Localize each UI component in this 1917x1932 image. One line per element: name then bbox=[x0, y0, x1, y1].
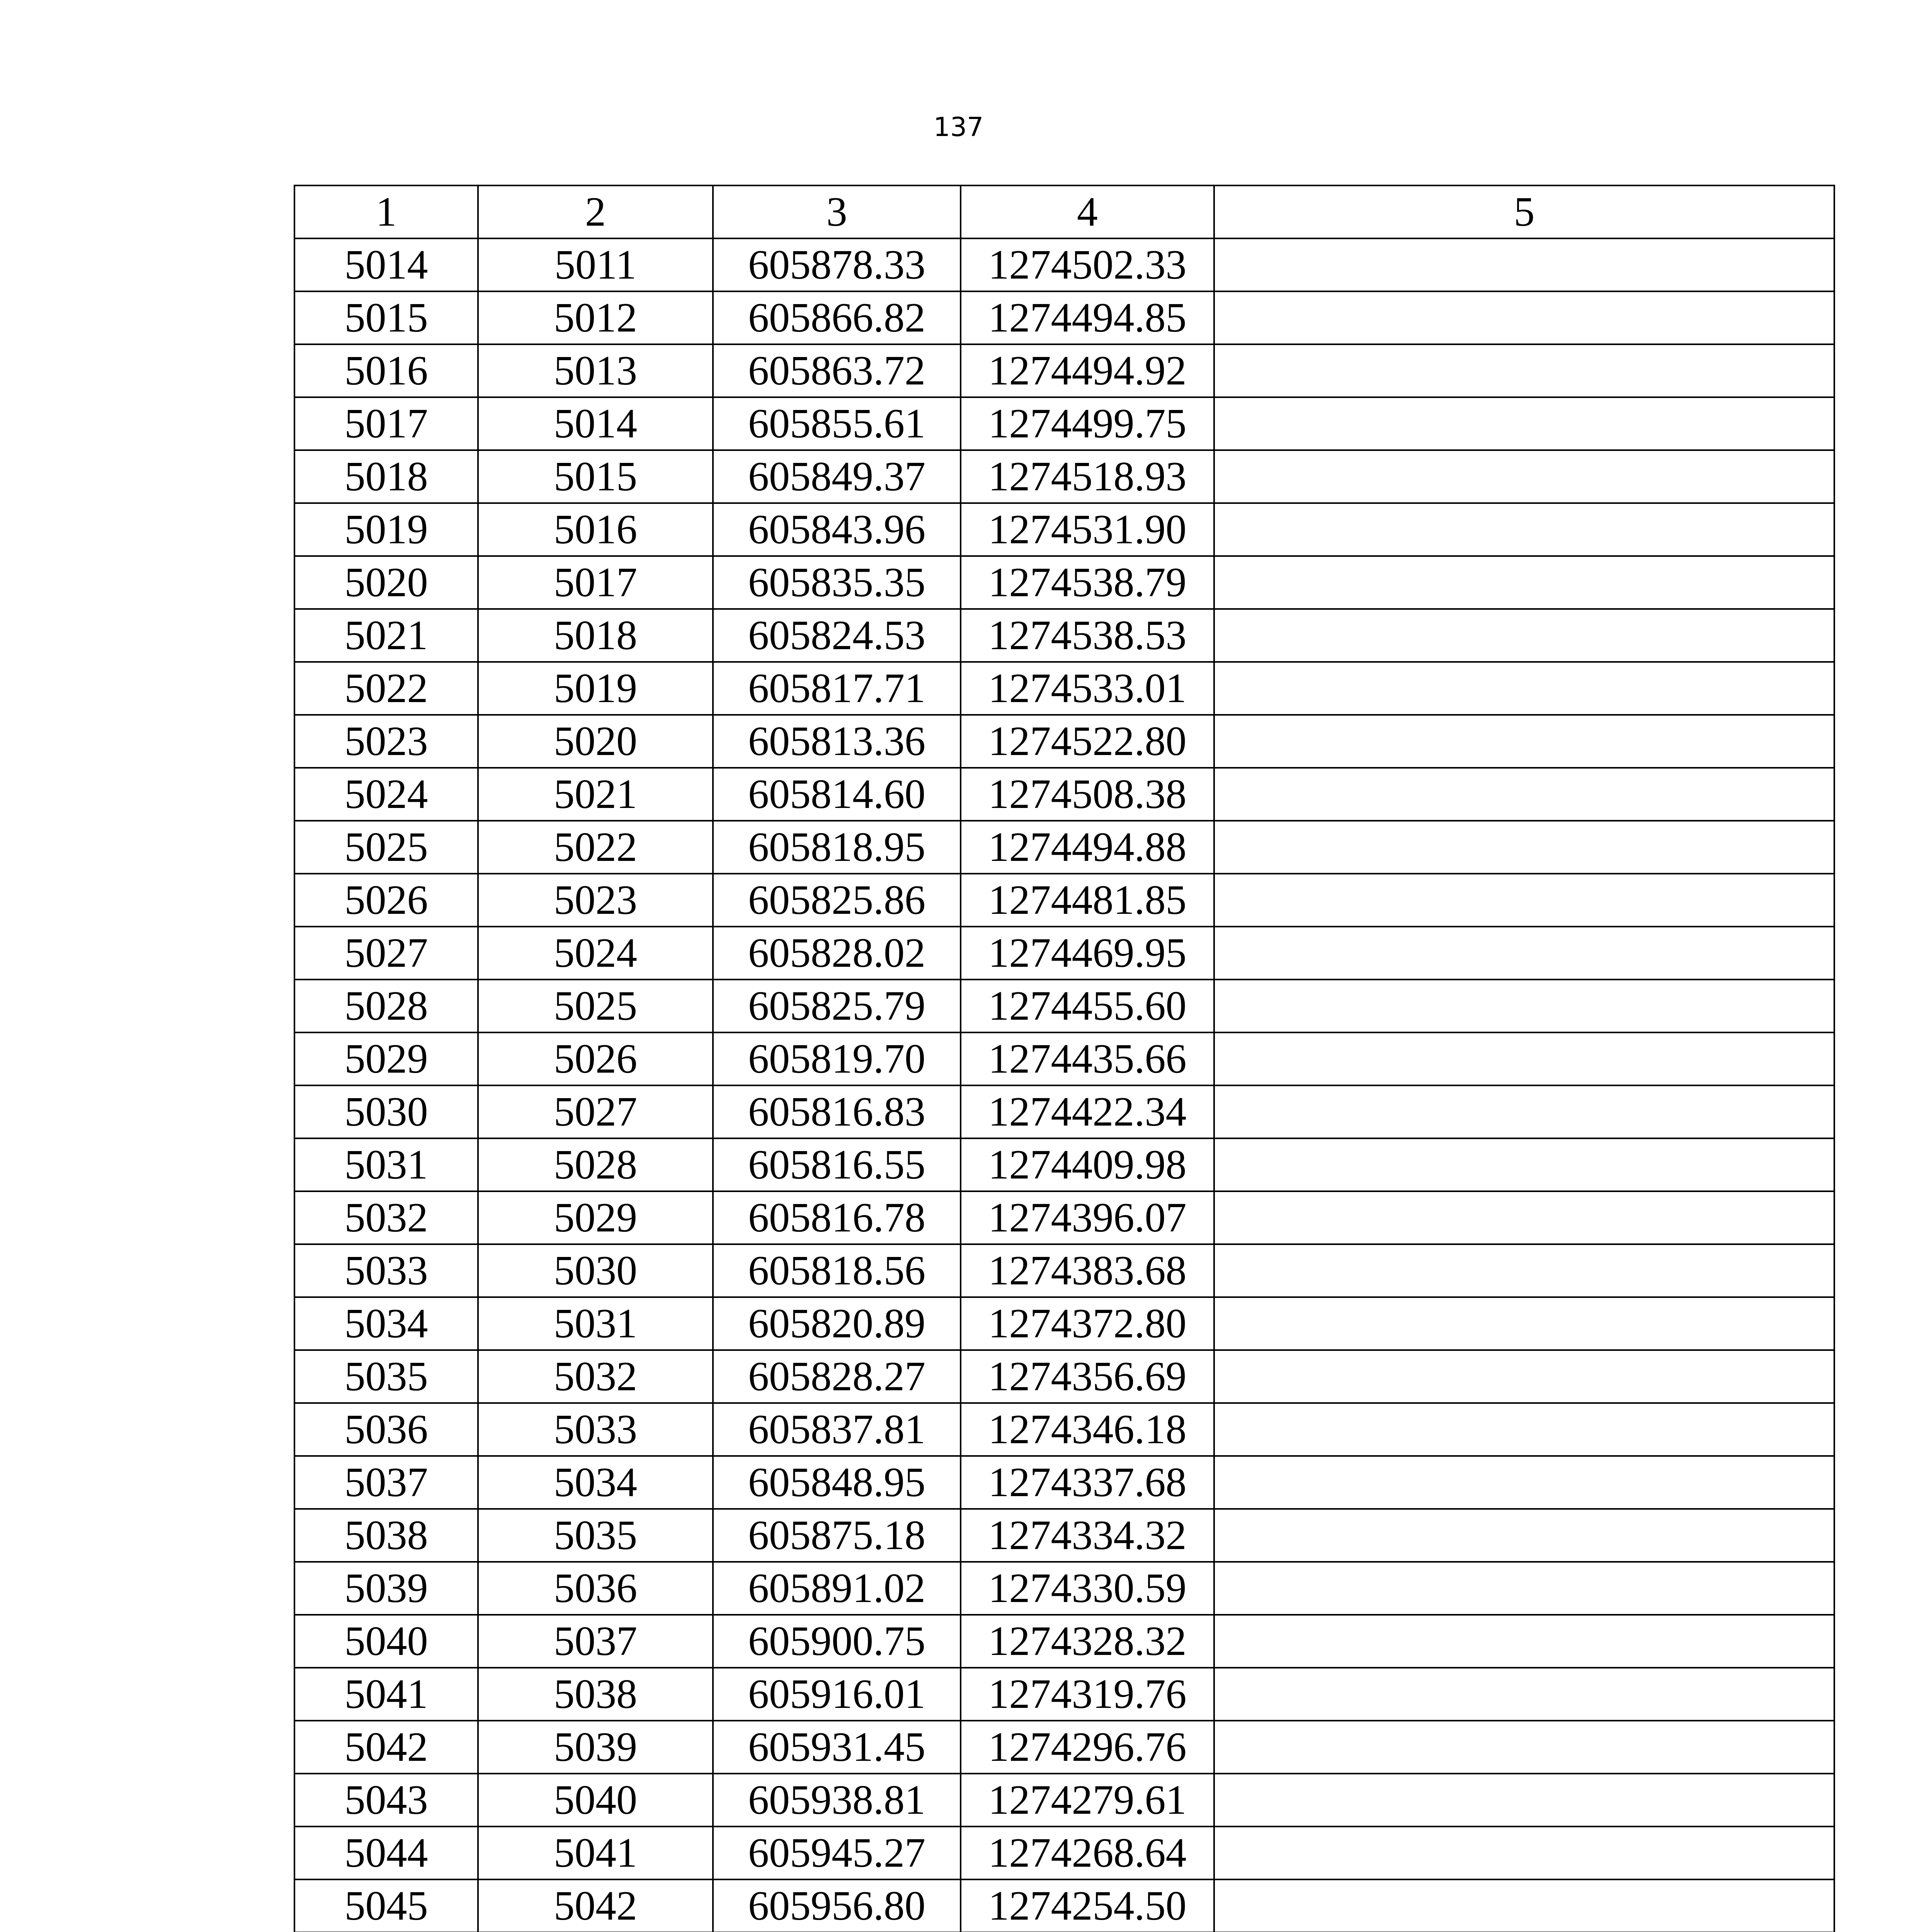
table-cell-col-4: 1274268.64 bbox=[961, 1827, 1214, 1879]
table-cell-col-2: 5036 bbox=[478, 1562, 713, 1615]
table-cell-col-3: 605819.70 bbox=[713, 1032, 961, 1085]
table-row bbox=[294, 1509, 1834, 1562]
header-row bbox=[294, 185, 1834, 238]
table-cell-col-5 bbox=[1214, 715, 1834, 768]
table-cell-col-3: 605866.82 bbox=[713, 291, 961, 344]
table-cell-col-2: 5015 bbox=[478, 450, 713, 503]
table-cell-col-1: 5043 bbox=[294, 1774, 478, 1827]
table-cell-col-5 bbox=[1214, 556, 1834, 609]
table-row bbox=[294, 927, 1834, 980]
table-cell-col-5 bbox=[1214, 1562, 1834, 1615]
table-row bbox=[294, 450, 1834, 503]
table-cell-col-3: 605828.27 bbox=[713, 1350, 961, 1403]
table-cell-col-2: 5024 bbox=[478, 927, 713, 980]
table-cell-col-1: 5029 bbox=[294, 1032, 478, 1085]
table-cell-col-1: 5027 bbox=[294, 927, 478, 980]
table-cell-col-1: 5035 bbox=[294, 1350, 478, 1403]
table-cell-col-3: 605828.02 bbox=[713, 927, 961, 980]
table-row bbox=[294, 609, 1834, 662]
header-cell-col-3: 3 bbox=[713, 185, 961, 238]
table-cell-col-1: 5040 bbox=[294, 1615, 478, 1668]
table-row bbox=[294, 1297, 1834, 1350]
table-cell-col-2: 5031 bbox=[478, 1297, 713, 1350]
table-cell-col-4: 1274319.76 bbox=[961, 1668, 1214, 1721]
table-cell-col-5 bbox=[1214, 1456, 1834, 1509]
table-cell-col-4: 1274522.80 bbox=[961, 715, 1214, 768]
table-cell-col-2: 5014 bbox=[478, 397, 713, 450]
table-cell-col-4: 1274396.07 bbox=[961, 1191, 1214, 1244]
table-cell-col-3: 605824.53 bbox=[713, 609, 961, 662]
table-cell-col-4: 1274531.90 bbox=[961, 503, 1214, 556]
table-cell-col-5 bbox=[1214, 1668, 1834, 1721]
table-cell-col-4: 1274383.68 bbox=[961, 1244, 1214, 1297]
table-cell-col-1: 5018 bbox=[294, 450, 478, 503]
table-cell-col-4: 1274372.80 bbox=[961, 1297, 1214, 1350]
table-cell-col-5 bbox=[1214, 238, 1834, 291]
table-cell-col-4: 1274533.01 bbox=[961, 662, 1214, 715]
table-cell-col-5 bbox=[1214, 1509, 1834, 1562]
table-cell-col-5 bbox=[1214, 1403, 1834, 1456]
table-cell-col-4: 1274346.18 bbox=[961, 1403, 1214, 1456]
table-cell-col-5 bbox=[1214, 1297, 1834, 1350]
table-cell-col-1: 5032 bbox=[294, 1191, 478, 1244]
table-cell-col-4: 1274328.32 bbox=[961, 1615, 1214, 1668]
table-cell-col-4: 1274469.95 bbox=[961, 927, 1214, 980]
table-cell-col-1: 5034 bbox=[294, 1297, 478, 1350]
table-cell-col-5 bbox=[1214, 344, 1834, 397]
table-cell-col-4: 1274279.61 bbox=[961, 1774, 1214, 1827]
table-cell-col-4: 1274337.68 bbox=[961, 1456, 1214, 1509]
table-cell-col-2: 5023 bbox=[478, 874, 713, 927]
table-cell-col-2: 5033 bbox=[478, 1403, 713, 1456]
table-cell-col-4: 1274409.98 bbox=[961, 1138, 1214, 1191]
table-row bbox=[294, 1244, 1834, 1297]
table-cell-col-1: 5024 bbox=[294, 768, 478, 821]
table-cell-col-5 bbox=[1214, 503, 1834, 556]
table-cell-col-2: 5017 bbox=[478, 556, 713, 609]
table-cell-col-1: 5020 bbox=[294, 556, 478, 609]
table-cell-col-5 bbox=[1214, 1085, 1834, 1138]
table-row bbox=[294, 1879, 1834, 1932]
table-cell-col-4: 1274538.53 bbox=[961, 609, 1214, 662]
table-cell-col-3: 605820.89 bbox=[713, 1297, 961, 1350]
table-cell-col-1: 5033 bbox=[294, 1244, 478, 1297]
table-cell-col-5 bbox=[1214, 1774, 1834, 1827]
table-row bbox=[294, 768, 1834, 821]
table-cell-col-1: 5037 bbox=[294, 1456, 478, 1509]
table-row bbox=[294, 397, 1834, 450]
table-cell-col-3: 605855.61 bbox=[713, 397, 961, 450]
table-cell-col-3: 605835.35 bbox=[713, 556, 961, 609]
table-header bbox=[294, 185, 1834, 238]
table-cell-col-4: 1274435.66 bbox=[961, 1032, 1214, 1085]
table-row bbox=[294, 821, 1834, 874]
table-body bbox=[294, 238, 1834, 1932]
table-cell-col-1: 5039 bbox=[294, 1562, 478, 1615]
coordinates-table bbox=[294, 185, 1835, 1932]
table-cell-col-3: 605916.01 bbox=[713, 1668, 961, 1721]
table-cell-col-3: 605878.33 bbox=[713, 238, 961, 291]
table-cell-col-5 bbox=[1214, 1191, 1834, 1244]
table-cell-col-4: 1274481.85 bbox=[961, 874, 1214, 927]
table-cell-col-4: 1274508.38 bbox=[961, 768, 1214, 821]
table-cell-col-2: 5035 bbox=[478, 1509, 713, 1562]
table-cell-col-3: 605863.72 bbox=[713, 344, 961, 397]
table-cell-col-2: 5027 bbox=[478, 1085, 713, 1138]
table-cell-col-3: 605891.02 bbox=[713, 1562, 961, 1615]
table-cell-col-3: 605817.71 bbox=[713, 662, 961, 715]
table-row bbox=[294, 1032, 1834, 1085]
table-row bbox=[294, 1562, 1834, 1615]
table-cell-col-4: 1274518.93 bbox=[961, 450, 1214, 503]
table-cell-col-2: 5034 bbox=[478, 1456, 713, 1509]
table-row bbox=[294, 1191, 1834, 1244]
table-cell-col-1: 5038 bbox=[294, 1509, 478, 1562]
table-cell-col-1: 5021 bbox=[294, 609, 478, 662]
table-cell-col-1: 5044 bbox=[294, 1827, 478, 1879]
table-cell-col-5 bbox=[1214, 291, 1834, 344]
table-cell-col-1: 5028 bbox=[294, 980, 478, 1032]
table-cell-col-4: 1274296.76 bbox=[961, 1721, 1214, 1774]
table-cell-col-2: 5021 bbox=[478, 768, 713, 821]
table-cell-col-1: 5045 bbox=[294, 1879, 478, 1932]
table-cell-col-3: 605816.55 bbox=[713, 1138, 961, 1191]
header-cell-col-1: 1 bbox=[294, 185, 478, 238]
table-cell-col-2: 5028 bbox=[478, 1138, 713, 1191]
table-cell-col-1: 5036 bbox=[294, 1403, 478, 1456]
table-cell-col-4: 1274538.79 bbox=[961, 556, 1214, 609]
table-cell-col-1: 5026 bbox=[294, 874, 478, 927]
table-cell-col-4: 1274494.88 bbox=[961, 821, 1214, 874]
table-cell-col-1: 5016 bbox=[294, 344, 478, 397]
table-cell-col-3: 605848.95 bbox=[713, 1456, 961, 1509]
table-cell-col-3: 605825.79 bbox=[713, 980, 961, 1032]
table-row bbox=[294, 874, 1834, 927]
table-cell-col-1: 5023 bbox=[294, 715, 478, 768]
table-cell-col-2: 5013 bbox=[478, 344, 713, 397]
page-number: 137 bbox=[933, 112, 984, 143]
table-cell-col-4: 1274499.75 bbox=[961, 397, 1214, 450]
table-cell-col-3: 605956.80 bbox=[713, 1879, 961, 1932]
table-row bbox=[294, 238, 1834, 291]
table-cell-col-2: 5012 bbox=[478, 291, 713, 344]
header-cell-col-5: 5 bbox=[1214, 185, 1834, 238]
table-cell-col-1: 5031 bbox=[294, 1138, 478, 1191]
table-cell-col-2: 5030 bbox=[478, 1244, 713, 1297]
table-row bbox=[294, 291, 1834, 344]
table-cell-col-3: 605938.81 bbox=[713, 1774, 961, 1827]
header-cell-col-2: 2 bbox=[478, 185, 713, 238]
table-cell-col-3: 605818.56 bbox=[713, 1244, 961, 1297]
table-cell-col-4: 1274455.60 bbox=[961, 980, 1214, 1032]
table-cell-col-3: 605818.95 bbox=[713, 821, 961, 874]
table-row bbox=[294, 1615, 1834, 1668]
table-row bbox=[294, 1668, 1834, 1721]
table-cell-col-3: 605837.81 bbox=[713, 1403, 961, 1456]
table-cell-col-3: 605875.18 bbox=[713, 1509, 961, 1562]
table-cell-col-3: 605945.27 bbox=[713, 1827, 961, 1879]
table-cell-col-3: 605931.45 bbox=[713, 1721, 961, 1774]
table-row bbox=[294, 1138, 1834, 1191]
table-row bbox=[294, 1827, 1834, 1879]
table-cell-col-2: 5025 bbox=[478, 980, 713, 1032]
table-row bbox=[294, 1403, 1834, 1456]
table-cell-col-5 bbox=[1214, 1879, 1834, 1932]
table-cell-col-4: 1274502.33 bbox=[961, 238, 1214, 291]
table-cell-col-5 bbox=[1214, 980, 1834, 1032]
table-cell-col-5 bbox=[1214, 1032, 1834, 1085]
table-cell-col-4: 1274334.32 bbox=[961, 1509, 1214, 1562]
table-cell-col-1: 5014 bbox=[294, 238, 478, 291]
table-cell-col-2: 5022 bbox=[478, 821, 713, 874]
table-cell-col-2: 5011 bbox=[478, 238, 713, 291]
table-row bbox=[294, 1774, 1834, 1827]
table-cell-col-2: 5016 bbox=[478, 503, 713, 556]
table-cell-col-3: 605816.78 bbox=[713, 1191, 961, 1244]
table-cell-col-5 bbox=[1214, 821, 1834, 874]
table-cell-col-1: 5042 bbox=[294, 1721, 478, 1774]
header-cell-col-4: 4 bbox=[961, 185, 1214, 238]
table-row bbox=[294, 662, 1834, 715]
table-row bbox=[294, 556, 1834, 609]
table-cell-col-2: 5042 bbox=[478, 1879, 713, 1932]
table-cell-col-2: 5029 bbox=[478, 1191, 713, 1244]
table-row bbox=[294, 715, 1834, 768]
table-cell-col-1: 5019 bbox=[294, 503, 478, 556]
table-cell-col-2: 5040 bbox=[478, 1774, 713, 1827]
table-cell-col-5 bbox=[1214, 1350, 1834, 1403]
table-cell-col-5 bbox=[1214, 662, 1834, 715]
table-cell-col-1: 5041 bbox=[294, 1668, 478, 1721]
table-cell-col-3: 605825.86 bbox=[713, 874, 961, 927]
table-cell-col-4: 1274494.92 bbox=[961, 344, 1214, 397]
table-cell-col-2: 5038 bbox=[478, 1668, 713, 1721]
table-cell-col-1: 5022 bbox=[294, 662, 478, 715]
table-cell-col-5 bbox=[1214, 768, 1834, 821]
table-cell-col-5 bbox=[1214, 874, 1834, 927]
table-cell-col-2: 5019 bbox=[478, 662, 713, 715]
table-cell-col-1: 5017 bbox=[294, 397, 478, 450]
table-cell-col-5 bbox=[1214, 450, 1834, 503]
table-cell-col-3: 605814.60 bbox=[713, 768, 961, 821]
table-cell-col-5 bbox=[1214, 609, 1834, 662]
table-cell-col-3: 605849.37 bbox=[713, 450, 961, 503]
table-cell-col-5 bbox=[1214, 1615, 1834, 1668]
table-cell-col-5 bbox=[1214, 1827, 1834, 1879]
table-cell-col-5 bbox=[1214, 927, 1834, 980]
table-cell-col-3: 605900.75 bbox=[713, 1615, 961, 1668]
table-row bbox=[294, 1350, 1834, 1403]
table-row bbox=[294, 344, 1834, 397]
table-cell-col-1: 5015 bbox=[294, 291, 478, 344]
table-cell-col-4: 1274422.34 bbox=[961, 1085, 1214, 1138]
table-cell-col-1: 5030 bbox=[294, 1085, 478, 1138]
table-cell-col-4: 1274330.59 bbox=[961, 1562, 1214, 1615]
table-cell-col-5 bbox=[1214, 1138, 1834, 1191]
table-cell-col-2: 5041 bbox=[478, 1827, 713, 1879]
table-cell-col-5 bbox=[1214, 397, 1834, 450]
table-cell-col-2: 5037 bbox=[478, 1615, 713, 1668]
table-cell-col-2: 5020 bbox=[478, 715, 713, 768]
table-row bbox=[294, 980, 1834, 1032]
table-row bbox=[294, 1456, 1834, 1509]
table-cell-col-5 bbox=[1214, 1721, 1834, 1774]
table-row bbox=[294, 1721, 1834, 1774]
table-row bbox=[294, 503, 1834, 556]
table-cell-col-2: 5032 bbox=[478, 1350, 713, 1403]
table-row bbox=[294, 1085, 1834, 1138]
table-cell-col-4: 1274356.69 bbox=[961, 1350, 1214, 1403]
table-cell-col-3: 605813.36 bbox=[713, 715, 961, 768]
table-cell-col-2: 5039 bbox=[478, 1721, 713, 1774]
table-cell-col-1: 5025 bbox=[294, 821, 478, 874]
table-cell-col-2: 5018 bbox=[478, 609, 713, 662]
table-cell-col-2: 5026 bbox=[478, 1032, 713, 1085]
table-cell-col-5 bbox=[1214, 1244, 1834, 1297]
table-cell-col-3: 605843.96 bbox=[713, 503, 961, 556]
table-cell-col-4: 1274254.50 bbox=[961, 1879, 1214, 1932]
table-cell-col-3: 605816.83 bbox=[713, 1085, 961, 1138]
table-cell-col-4: 1274494.85 bbox=[961, 291, 1214, 344]
